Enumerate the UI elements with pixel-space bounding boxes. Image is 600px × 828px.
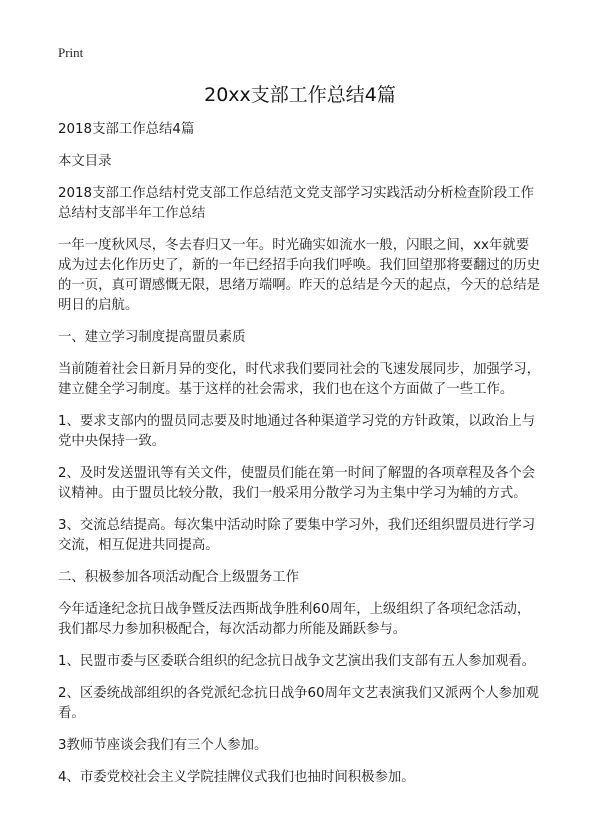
section-heading-1: 一、建立学习制度提高盟员素质 <box>58 330 246 345</box>
section-1-item-1: 1、要求支部内的盟员同志要及时地通过各种渠道学习党的方针政策，以政治上与党中央保持一致。 <box>58 414 536 449</box>
intro-paragraph: 一年一度秋风尽，冬去春归又一年。时光确实如流水一般，闪眼之间，xx年就要成为过去化作历史了，新的一年已经招手向我们呼唤。我们回望那将要翻过的历史的一页，真可谓感慨无限，思绪万端啊。昨天的总结是今天的起点，今天的总结是明日的启航。 <box>58 238 541 313</box>
section-1-item-2: 2、及时发送盟讯等有关文件，使盟员们能在第一时间了解盟的各项章程及各个会议精神。由于盟员比较分散，我们一般采用分散学习为主集中学习为辅的方式。 <box>58 466 536 501</box>
section-1-item-3: 3、交流总结提高。每次集中活动时除了要集中学习外，我们还组织盟员进行学习交流，相互促进共同提高。 <box>58 518 536 553</box>
print-link[interactable]: Print <box>58 45 84 60</box>
section-2-item-4: 4、市委党校社会主义学院挂牌仪式我们也抽时间积极参加。 <box>58 770 415 785</box>
toc-list: 2018支部工作总结村党支部工作总结范文党支部学习实践活动分析检查阶段工作总结村支部半年工作总结 <box>58 186 534 221</box>
section-heading-2: 二、积极参加各项活动配合上级盟务工作 <box>58 570 300 585</box>
section-1-paragraph: 当前随着社会日新月异的变化，时代求我们要同社会的飞速发展同步，加强学习，建立健全学习制度。基于这样的社会需求，我们也在这个方面做了一些工作。 <box>58 362 541 397</box>
toc-heading: 本文目录 <box>58 154 112 169</box>
section-2-item-3: 3教师节座谈会我们有三个人参加。 <box>58 738 268 753</box>
subtitle-paragraph: 2018支部工作总结4篇 <box>58 122 195 137</box>
page-title: 20xx支部工作总结4篇 <box>204 84 396 106</box>
section-2-paragraph: 今年适逢纪念抗日战争暨反法西斯战争胜利60周年，上级组织了各项纪念活动，我们都尽力参加积极配合，每次活动都力所能及踊跃参与。 <box>58 602 531 637</box>
section-2-item-1: 1、民盟市委与区委联合组织的纪念抗日战争文艺演出我们支部有五人参加观看。 <box>58 654 536 669</box>
section-2-item-2: 2、区委统战部组织的各党派纪念抗日战争60周年文艺表演我们又派两个人参加观看。 <box>58 686 539 721</box>
